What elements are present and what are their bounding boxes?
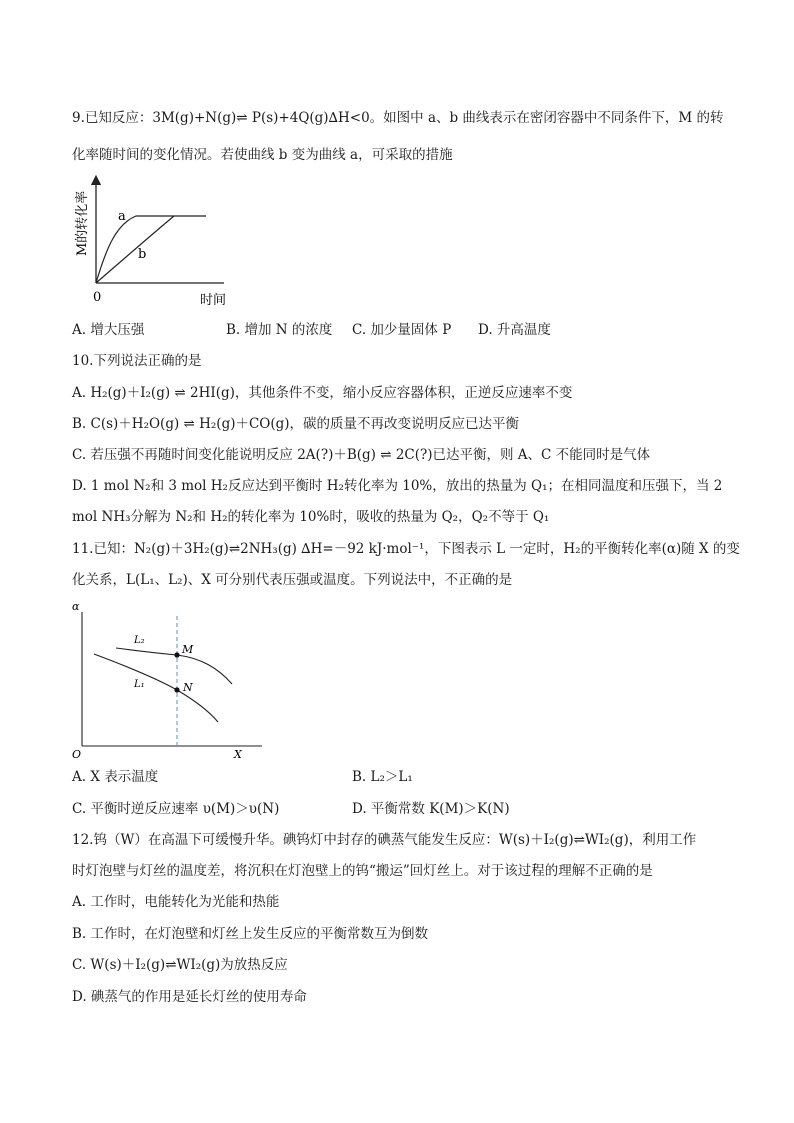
- q11-option-b[interactable]: B. L₂＞L₁: [352, 769, 413, 785]
- q11-options-row2: [72, 799, 510, 819]
- q9-y-label: M的转化率: [75, 190, 90, 256]
- q12-stem-line1: 12.钨（W）在高温下可缓慢升华。碘钨灯中封存的碘蒸气能发生反应：W(s)＋I₂(g)⇌WI₂(g)，利用工作: [72, 832, 697, 848]
- q9-conversion-graph: [72, 174, 242, 310]
- q9-options: [72, 320, 551, 340]
- q11-options-row1: [72, 767, 413, 787]
- q11-x-label: X: [234, 748, 242, 761]
- q12-option-a[interactable]: A. 工作时，电能转化为光能和热能: [72, 894, 280, 910]
- q10-stem: 10.下列说法正确的是: [72, 353, 202, 369]
- q11-stem-line2: 化关系，L(L₁、L₂)、X 可分别代表压强或温度。下列说法中，不正确的是: [72, 572, 513, 588]
- q10-option-b[interactable]: B. C(s)＋H₂O(g) ⇌ H₂(g)＋CO(g)，碳的质量不再改变说明反应已达平衡: [72, 416, 520, 432]
- q9-label-b: b: [138, 247, 147, 262]
- q11-label-L2: L₂: [134, 635, 145, 646]
- q9-option-a[interactable]: A. 增大压强: [72, 322, 145, 338]
- q11-label-N: N: [183, 681, 193, 694]
- q11-point-M: [174, 652, 179, 657]
- q10-option-a[interactable]: A. H₂(g)＋I₂(g) ⇌ 2HI(g)，其他条件不变，缩小反应容器体积，正逆反应速率不变: [72, 385, 573, 401]
- q9-option-c[interactable]: C. 加少量固体 P: [352, 322, 452, 338]
- q9-option-d[interactable]: D. 升高温度: [478, 322, 551, 338]
- q11-label-M: M: [182, 643, 194, 656]
- q11-label-L1: L₁: [134, 679, 145, 690]
- q12-stem-line2: 时灯泡壁与灯丝的温度差，将沉积在灯泡壁上的钨“搬运”回灯丝上。对于该过程的理解不正确的是: [72, 863, 653, 879]
- q11-y-label: α: [72, 600, 80, 613]
- q11-equilibrium-graph: [66, 598, 266, 762]
- q12-option-d[interactable]: D. 碘蒸气的作用是延长灯丝的使用寿命: [72, 989, 307, 1005]
- q11-point-N: [174, 687, 179, 692]
- q11-option-a[interactable]: A. X 表示温度: [72, 769, 159, 785]
- q9-stem-line2: 化率随时间的变化情况。若使曲线 b 变为曲线 a，可采取的措施: [72, 147, 453, 163]
- q10-option-c[interactable]: C. 若压强不再随时间变化能说明反应 2A(?)＋B(g) ⇌ 2C(?)已达平衡，则 A、C 不能同时是气体: [72, 447, 651, 463]
- q9-x-label: 时间: [200, 293, 227, 308]
- q10-option-d-line2[interactable]: mol NH₃分解为 N₂和 H₂的转化率为 10%时，吸收的热量为 Q₂，Q₂不等于 Q₁: [72, 509, 550, 525]
- q9-stem-line1: 9.已知反应：3M(g)+N(g)⇌ P(s)+4Q(g)∆H<0。如图中 a、b 曲线表示在密闭容器中不同条件下，M 的转: [72, 110, 724, 126]
- q11-stem-line1: 11.已知：N₂(g)＋3H₂(g)⇌2NH₃(g) ∆H=－92 kJ·mol⁻¹，下图表示 L 一定时，H₂的平衡转化率(α)随 X 的变: [72, 541, 740, 557]
- q9-curve-a: [96, 216, 206, 283]
- q9-option-b[interactable]: B. 增加 N 的浓度: [226, 322, 333, 338]
- q9-origin: 0: [93, 290, 102, 305]
- q12-option-c[interactable]: C. W(s)＋I₂(g)⇌WI₂(g)为放热反应: [72, 957, 288, 973]
- q11-option-d[interactable]: D. 平衡常数 K(M)＞K(N): [352, 801, 510, 817]
- q11-origin: O: [72, 748, 82, 761]
- q11-curve-L1: [94, 654, 218, 722]
- q12-option-b[interactable]: B. 工作时，在灯泡壁和灯丝上发生反应的平衡常数互为倒数: [72, 926, 429, 942]
- q10-option-d-line1[interactable]: D. 1 mol N₂和 3 mol H₂反应达到平衡时 H₂转化率为 10%，放出的热量为 Q₁；在相同温度和压强下，当 2: [72, 478, 723, 494]
- q9-label-a: a: [118, 209, 126, 224]
- q11-option-c[interactable]: C. 平衡时逆反应速率 υ(M)＞υ(N): [72, 801, 280, 817]
